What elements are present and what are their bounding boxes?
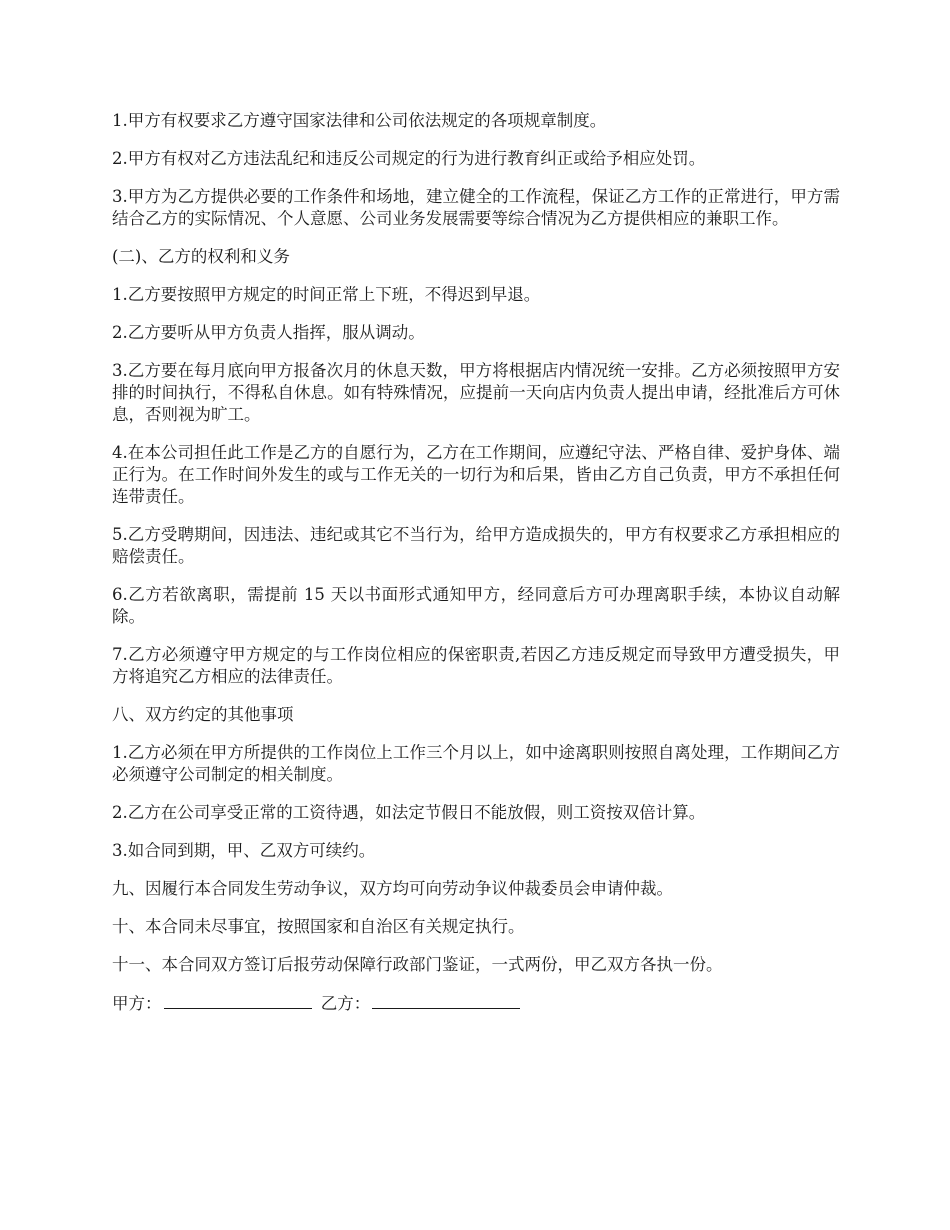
paragraph: 1.甲方有权要求乙方遵守国家法律和公司依法规定的各项规章制度。	[112, 111, 607, 130]
section-heading: 十一、本合同双方签订后报劳动保障行政部门鉴证，一式两份，甲乙双方各执一份。	[112, 955, 723, 974]
party-a-label: 甲方：	[112, 994, 162, 1013]
paragraph: 2.甲方有权对乙方违法乱纪和违反公司规定的行为进行教育纠正或给予相应处罚。	[112, 149, 706, 168]
paragraph: 2.乙方要听从甲方负责人指挥，服从调动。	[112, 323, 425, 342]
signature-line	[112, 992, 840, 1015]
paragraph: 3.甲方为乙方提供必要的工作条件和场地，建立健全的工作流程，保证乙方工作的正常进行，甲方需结合乙方的实际情况、个人意愿、公司业务发展需要等综合情况为乙方提供相应的兼职工作。	[112, 187, 840, 228]
paragraph: 5.乙方受聘期间，因违法、违纪或其它不当行为，给甲方造成损失的，甲方有权要求乙方承担相应的赔偿责任。	[112, 525, 840, 566]
paragraph: 2.乙方在公司享受正常的工资待遇，如法定节假日不能放假，则工资按双倍计算。	[112, 803, 706, 822]
paragraph: 7.乙方必须遵守甲方规定的与工作岗位相应的保密职责,若因乙方违反规定而导致甲方遭受损失，甲方将追究乙方相应的法律责任。	[112, 645, 840, 686]
party-b-signature-blank	[372, 992, 520, 1009]
paragraph: 1.乙方必须在甲方所提供的工作岗位上工作三个月以上，如中途离职则按照自离处理，工作期间乙方必须遵守公司制定的相关制度。	[112, 743, 840, 784]
paragraph: 6.乙方若欲离职，需提前 15 天以书面形式通知甲方，经同意后方可办理离职手续，本协议自动解除。	[112, 585, 840, 626]
paragraph: 3.乙方要在每月底向甲方报备次月的休息天数，甲方将根据店内情况统一安排。乙方必须按照甲方安排的时间执行，不得私自休息。如有特殊情况，应提前一天向店内负责人提出申请，经批准后方可休息，否则视为旷工。	[112, 361, 840, 424]
document-body	[112, 110, 840, 1015]
party-a-signature-blank	[164, 992, 312, 1009]
party-b-label: 乙方：	[320, 994, 371, 1013]
section-heading: (二)、乙方的权利和义务	[112, 247, 290, 266]
section-heading: 十、本合同未尽事宜，按照国家和自治区有关规定执行。	[112, 917, 525, 936]
section-heading: 九、因履行本合同发生劳动争议，双方均可向劳动争议仲裁委员会申请仲裁。	[112, 879, 673, 898]
paragraph: 4.在本公司担任此工作是乙方的自愿行为，乙方在工作期间，应遵纪守法、严格自律、爱护身体、端正行为。在工作时间外发生的或与工作无关的一切行为和后果，皆由乙方自己负责，甲方不承担任何连带责任。	[112, 443, 840, 506]
paragraph: 3.如合同到期，甲、乙双方可续约。	[112, 841, 376, 860]
paragraph: 1.乙方要按照甲方规定的时间正常上下班，不得迟到早退。	[112, 285, 541, 304]
section-heading: 八、双方约定的其他事项	[112, 705, 294, 724]
